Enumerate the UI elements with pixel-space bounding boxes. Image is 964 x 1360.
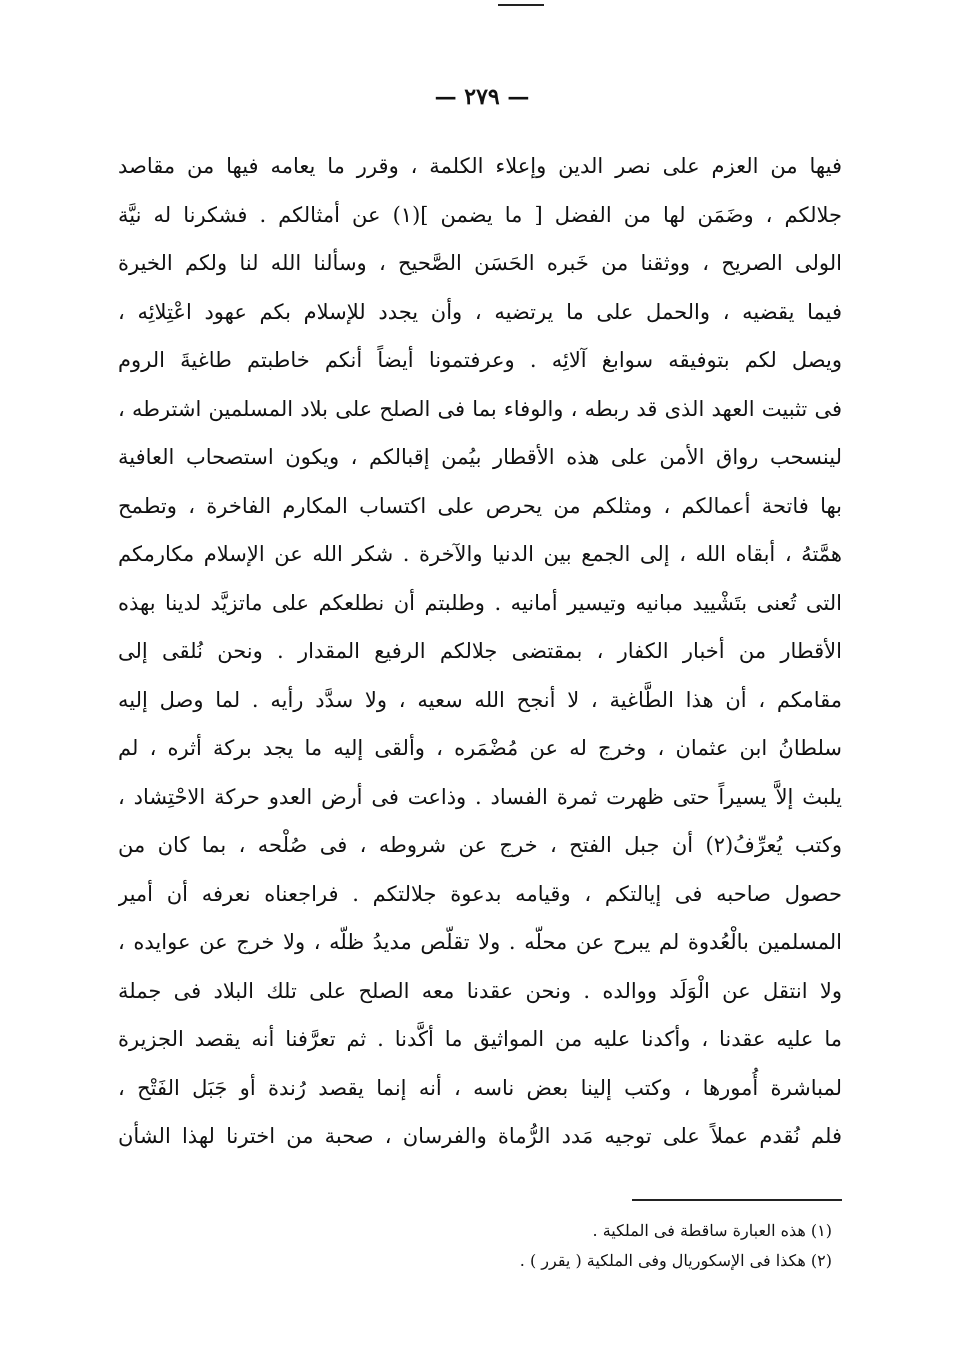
- text-line: جلالكم ، وضَمَن لها من الفضل [ ما يضمن ](١) عن أمثالكم . فشكرنا له نيَّة: [118, 202, 842, 227]
- text-line: لينسحب رواق الأمن على هذه الأقطار بيُمن إقبالكم ، ويكون استصحاب العافية: [118, 445, 842, 469]
- footnote-separator: [632, 1199, 842, 1201]
- text-line: فلم نُقدم عملاً على توجيه مَدد الرُّماة والفرسان ، صحبة من اخترنا لهذا الشأن: [118, 1124, 842, 1148]
- footnote: (١) هذه العبارة ساقطة فى الملكية .: [592, 1221, 832, 1240]
- text-line: ويصل لكم بتوفيقه سوابغ آلائِه . وعرفتمونا أيضاً أنكم خاطبتم طاغيةَ الروم: [118, 348, 842, 372]
- text-line: الولى الصريح ، ووثقنا من خَبره الحَسَن الصَّحيح ، وسألنا الله لنا ولكم الخيرة: [118, 251, 842, 275]
- text-line: فيها من العزم على نصر الدين وإعلاء الكلمة ، وقرر ما يعامه فيها من مقاصد: [118, 154, 842, 178]
- text-line: همَّتهُ ، أبقاه الله ، إلى الجمع بين الدنيا والآخرة . شكر الله عن الإسلام مكارمكم: [118, 542, 842, 566]
- text-line: فى تثبيت العهد الذى قد ربطه ، والوفاء بما فى الصلح على بلاد المسلمين اشترطه ،: [118, 396, 842, 421]
- text-line: الأقطار من أخبار الكفار ، بمقتضى جلالكم الرفيع المقدار . ونحن نُلقى إلى: [118, 639, 842, 663]
- top-edge-rule: [498, 4, 544, 6]
- page-number: — ٢٧٩ —: [434, 84, 530, 110]
- text-line: يلبث إلاَّ يسيراً حتى ظهرت ثمرة الفساد . وذاعت فى أرض العدو حركة الاحْتِشاد ،: [118, 784, 842, 809]
- text-line: سلطانُ ابن عثمان ، وخرج له عن مُضْمَره ، وألقى إليه ما يجد بركة أثره ، لم: [118, 736, 842, 760]
- text-line: لمباشرة أُمورها ، وكتب إلينا بعض ناسه ، أنه إنما يقصد رُندة أو جَبَل الفَتْح ،: [118, 1075, 842, 1100]
- text-line: ولا انتقل عن الْوَلَد ووالده . ونحن عقدنا معه الصلح على تلك البلاد فى جملة: [118, 978, 842, 1003]
- text-line: ما عليه عقدنا ، وأكدنا عليه من المواثيق ما أكَّدنا . ثم تعرَّفنا أنه يقصد الجزيرة: [118, 1027, 842, 1051]
- text-line: حصول صاحبه فى إيالتكم ، وقيامه بدعوة جلالتكم . فراجعناه نعرفه أن أمير: [118, 881, 842, 906]
- text-line: فيما يقضيه ، والحمل على ما يرتضيه ، وأن يجدد للإسلام بكم عهود اعْتِلائِه ،: [118, 299, 842, 324]
- text-line: التى تُعنى بتَشْييد مبانيه وتيسير أمانيه . وطلبتم أن نطلعكم على ماتزيَّد لدينا بهذه: [118, 590, 842, 615]
- main-text-block: [118, 142, 842, 1161]
- text-line: مقامكم ، أن هذا الطَّاغية ، لا أنجح الله سعيه ، ولا سدَّد رأيه . لما وصل إليه: [118, 687, 842, 712]
- footnote: (٢) هكذا فى الإسكوريال وفى الملكية ( يقرر ) .: [519, 1251, 832, 1270]
- text-line: بها فاتحة أعمالكم ، ومثلكم من يحرص على اكتساب المكارم الفاخرة ، وتطمح: [118, 493, 842, 518]
- text-line: وكتب يُعرِّفُ(٢) أن جبل الفتح ، خرج عن شروطه ، فى صُلْحه ، بما كان من: [118, 833, 842, 857]
- footnotes-block: [300, 1216, 832, 1276]
- text-line: المسلمين بالْعُدوة لم يبرح عن محلّه . ولا تقلّص مديدُ ظلّه ، ولا خرج عن عوايده ،: [118, 930, 842, 954]
